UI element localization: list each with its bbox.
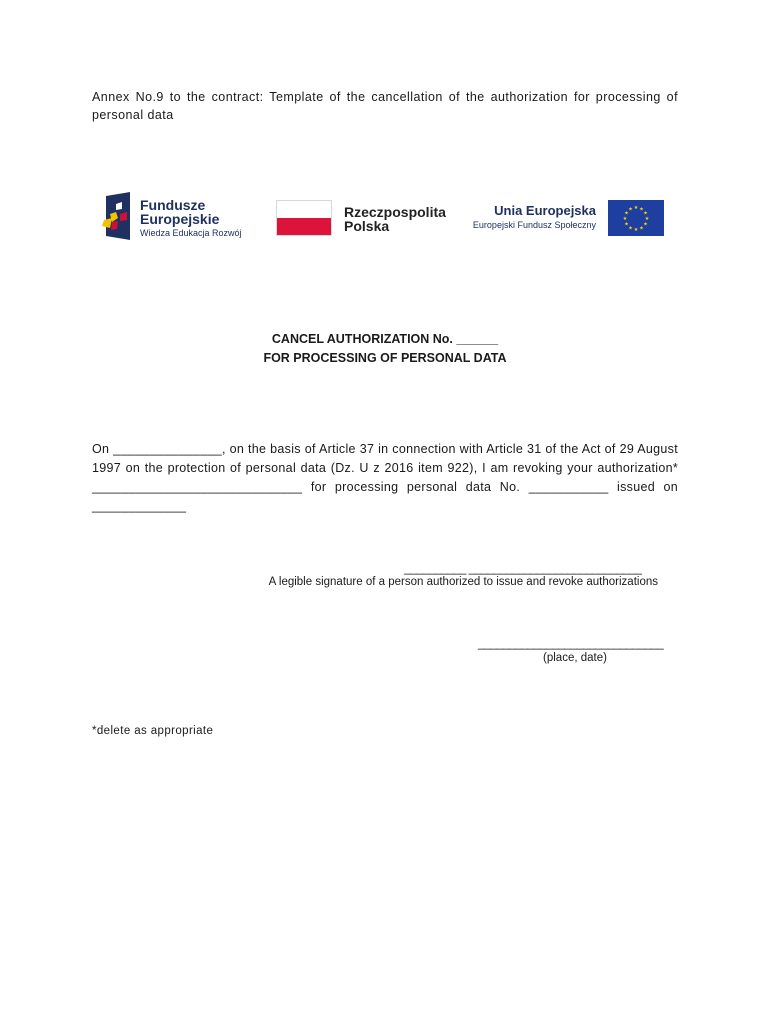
- flag-white-band: [277, 201, 331, 218]
- signature-line: __________ ____________________________: [404, 561, 642, 575]
- fundusze-europejskie-logo: [100, 192, 250, 242]
- fe-logo-subtitle: Wiedza Edukacja Rozwój: [140, 228, 242, 238]
- svg-text:★: ★: [643, 210, 648, 217]
- svg-text:★: ★: [643, 221, 648, 228]
- signature-label: A legible signature of a person authorized to issue and revoke authorizations: [268, 576, 658, 588]
- place-date-label: (place, date): [543, 652, 607, 664]
- document-title-line2: FOR PROCESSING OF PERSONAL DATA: [263, 351, 507, 365]
- svg-text:★: ★: [628, 206, 633, 213]
- annex-heading: Annex No.9 to the contract: Template of the cancellation of the authorization for processing of personal data: [92, 90, 678, 122]
- body-paragraph: On _______________, on the basis of Article 37 in connection with Article 31 of the Act of 29 August 1997 on the protection of personal data (Dz. U z 2016 item 922), I am revoking your authorization* _____________________________ for processing personal data No. ___________ issued on _____________: [92, 442, 678, 513]
- svg-text:★: ★: [624, 221, 629, 228]
- flag-red-band: [277, 218, 331, 235]
- ue-logo-line1: Unia Europejska: [494, 203, 596, 218]
- fe-logo-line2: Europejskie: [140, 211, 220, 227]
- svg-text:★: ★: [633, 227, 639, 233]
- svg-text:★: ★: [644, 216, 650, 222]
- footnote: *delete as appropriate: [92, 725, 214, 737]
- svg-text:★: ★: [628, 225, 633, 232]
- document-title-line1: CANCEL AUTHORIZATION No. ______: [271, 332, 499, 346]
- rp-logo-line1: Rzeczpospolita: [344, 204, 446, 220]
- fundusze-europejskie-mark-icon: [100, 192, 134, 240]
- polish-flag-icon: [276, 200, 332, 236]
- svg-text:★: ★: [622, 216, 628, 222]
- unia-europejska-logo: [474, 200, 666, 240]
- svg-text:★: ★: [639, 206, 644, 213]
- svg-text:★: ★: [624, 210, 629, 217]
- rp-logo-line2: Polska: [344, 218, 390, 234]
- logo-bar: [100, 192, 666, 242]
- fe-logo-line1: Fundusze: [140, 197, 206, 213]
- place-date-line: ______________________________: [478, 636, 664, 650]
- eu-flag-icon: [608, 200, 664, 236]
- ue-logo-subtitle: Europejski Fundusz Społeczny: [472, 220, 596, 230]
- svg-text:★: ★: [639, 225, 644, 232]
- rzeczpospolita-polska-logo: [276, 200, 456, 240]
- svg-text:★: ★: [633, 205, 639, 211]
